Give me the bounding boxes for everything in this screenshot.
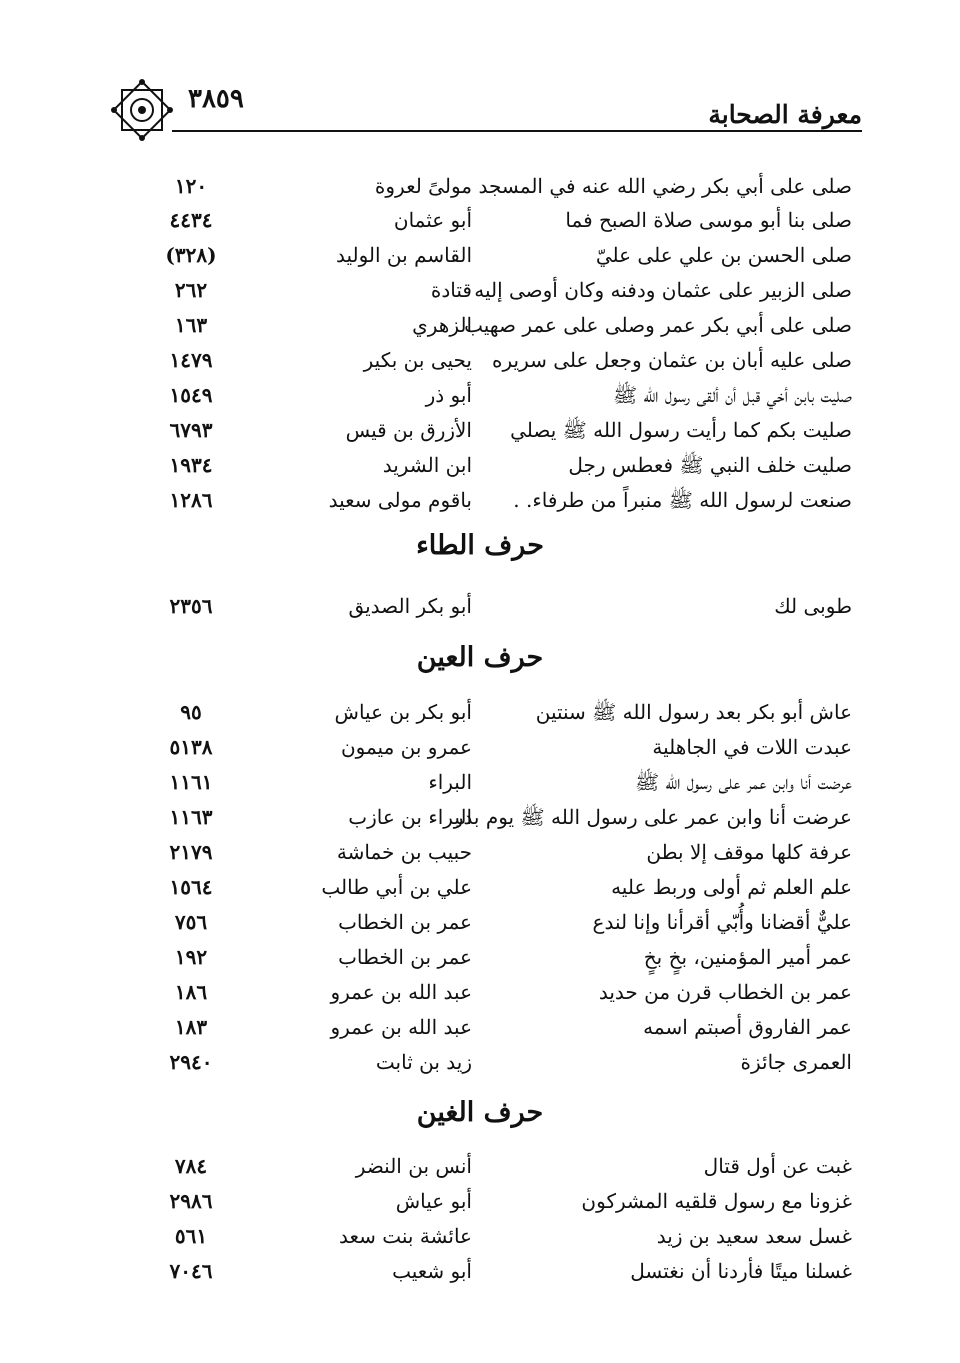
narrator-name: عائشة بنت سعد — [338, 1224, 472, 1248]
hadith-text: عمر أمير المؤمنين، بخٍ بخٍ — [643, 945, 852, 969]
narrator-name: عمر بن الخطاب — [338, 910, 472, 934]
narrator-name: يحيى بن بكير — [363, 348, 472, 372]
index-entry-row — [0, 700, 960, 734]
hadith-number: ٢٩٨٦ — [169, 1189, 213, 1213]
hadith-text: صليت بكم كما رأيت رسول الله ﷺ يصلي — [510, 418, 852, 442]
index-entry-row — [0, 453, 960, 487]
index-entry-row — [0, 1259, 960, 1293]
hadith-text: عبدت اللات في الجاهلية — [652, 735, 852, 759]
hadith-text: صلى عليه أبان بن عثمان وجعل على سريره — [491, 348, 852, 372]
index-entry-row — [0, 208, 960, 242]
narrator-name: حبيب بن خماشة — [336, 840, 472, 864]
index-entry-row — [0, 770, 960, 804]
running-title: معرفة الصحابة — [708, 100, 862, 129]
index-entry-row — [0, 418, 960, 452]
narrator-name: أبو شعيب — [392, 1259, 472, 1283]
narrator-name: الزهري — [412, 313, 472, 337]
narrator-name: ابن الشريد — [382, 453, 472, 477]
narrator-name: الأزرق بن قيس — [345, 418, 472, 442]
hadith-text: صلى بنا أبو موسى صلاة الصبح فما — [565, 208, 852, 232]
section-heading: حرف الغين — [416, 1097, 544, 1128]
hadith-text: صلى الزبير على عثمان ودفنه وكان أوصى إليه — [474, 278, 852, 302]
hadith-text: علم العلم ثم أولى وربط عليه — [611, 875, 852, 899]
narrator-name: قتادة — [430, 278, 472, 302]
index-entry-row — [0, 383, 960, 417]
hadith-text: عمر بن الخطاب قرن من حديد — [598, 980, 852, 1004]
hadith-number: ١٥٦٤ — [169, 875, 213, 899]
hadith-number: ١٩٣٤ — [169, 453, 213, 477]
header-rule — [172, 130, 862, 132]
narrator-name: أنس بن النضر — [355, 1154, 472, 1178]
hadith-text: غبت عن أول قتال — [703, 1154, 852, 1178]
index-entry-row — [0, 313, 960, 347]
narrator-name: عمرو بن ميمون — [340, 735, 472, 759]
hadith-number: ٧٥٦ — [174, 910, 208, 934]
hadith-number: ١٨٣ — [174, 1015, 208, 1039]
hadith-text: صلى على أبي بكر عمر وصلى على عمر صهيب — [464, 313, 852, 337]
index-entry-row — [0, 945, 960, 979]
hadith-number: ٦٧٩٣ — [169, 418, 213, 442]
hadith-text: عليٌّ أقضانا وأُبّي أقرأنا وإنا لندع — [592, 910, 852, 934]
narrator-name: مولىً لعروة — [374, 174, 472, 198]
narrator-name: أبو ذر — [425, 383, 472, 407]
narrator-name: أبو عثمان — [393, 208, 472, 232]
hadith-text: عرفة كلها موقف إلا بطن — [646, 840, 852, 864]
index-entry-row — [0, 488, 960, 522]
hadith-text: طوبى لك — [774, 594, 852, 618]
index-entry-row — [0, 805, 960, 839]
hadith-number: ٧٠٤٦ — [169, 1259, 213, 1283]
narrator-name: القاسم بن الوليد — [335, 243, 472, 267]
hadith-text: عرضت أنا وابن عمر على رسول الله ﷺ يوم بدر — [453, 805, 852, 829]
hadith-number: ٥٦١ — [174, 1224, 208, 1248]
narrator-name: زيد بن ثابت — [375, 1050, 472, 1074]
hadith-number: ٩٥ — [180, 700, 202, 724]
index-entry-row — [0, 1224, 960, 1258]
narrator-name: عمر بن الخطاب — [338, 945, 472, 969]
section-heading: حرف الطاء — [416, 530, 544, 561]
narrator-name: باقوم مولى سعيد — [328, 488, 472, 512]
index-entry-row — [0, 278, 960, 312]
hadith-number: ١٨٦ — [174, 980, 208, 1004]
narrator-name: أبو عياش — [395, 1189, 472, 1213]
hadith-text: عمر الفاروق أصبتم اسمه — [643, 1015, 852, 1039]
hadith-number: ١١٦١ — [169, 770, 213, 794]
hadith-text: صليت بابن أخي قبل أن ألقى رسول الله ﷺ — [613, 383, 852, 407]
index-entry-row — [0, 980, 960, 1014]
hadith-number: ١٥٤٩ — [169, 383, 213, 407]
hadith-number: ١٤٧٩ — [169, 348, 213, 372]
hadith-text: غزونا مع رسول قلقيه المشركون — [581, 1189, 852, 1213]
section-heading: حرف العين — [416, 642, 544, 673]
hadith-text: صنعت لرسول الله ﷺ منبراً من طرفاء. . — [513, 488, 852, 512]
narrator-name: أبو بكر الصديق — [348, 594, 472, 618]
index-entry-row — [0, 1015, 960, 1049]
narrator-name: البراء — [428, 770, 472, 794]
narrator-name: عبد الله بن عمرو — [330, 1015, 472, 1039]
narrator-name: أبو بكر بن عياش — [334, 700, 472, 724]
hadith-number: ١٢٠ — [174, 174, 208, 198]
index-entry-row — [0, 735, 960, 769]
index-entry-row — [0, 243, 960, 277]
index-entry-row — [0, 840, 960, 874]
index-entry-row — [0, 875, 960, 909]
hadith-number: ١٢٨٦ — [169, 488, 213, 512]
hadith-number: ٢١٧٩ — [169, 840, 213, 864]
hadith-number: ١٩٢ — [174, 945, 208, 969]
octagonal-star-ornament-icon — [110, 78, 174, 142]
index-entry-row — [0, 1154, 960, 1188]
hadith-text: صلى على أبي بكر رضي الله عنه في المسجد — [478, 174, 852, 198]
hadith-number: ٢٣٥٦ — [169, 594, 213, 618]
hadith-number: (٣٢٨) — [165, 243, 217, 267]
narrator-name: علي بن أبي طالب — [321, 875, 472, 899]
hadith-number: ٥١٣٨ — [169, 735, 213, 759]
hadith-number: ١٦٣ — [174, 313, 208, 337]
page-header — [110, 78, 862, 138]
index-entry-row — [0, 910, 960, 944]
hadith-number: ٢٩٤٠ — [169, 1050, 213, 1074]
hadith-number: ٤٤٣٤ — [169, 208, 213, 232]
hadith-number: ٧٨٤ — [174, 1154, 208, 1178]
index-entry-row — [0, 1050, 960, 1084]
hadith-text: عاش أبو بكر بعد رسول الله ﷺ سنتين — [535, 700, 852, 724]
hadith-text: عرضت أنا وابن عمر على رسول الله ﷺ — [634, 770, 852, 794]
hadith-text: العمرى جائزة — [740, 1050, 852, 1074]
hadith-text: غسلنا ميتًا فأردنا أن نغتسل — [630, 1259, 852, 1283]
hadith-text: صليت خلف النبي ﷺ فعطس رجل — [568, 453, 852, 477]
narrator-name: عبد الله بن عمرو — [330, 980, 472, 1004]
hadith-text: صلى الحسن بن علي على عليّ — [595, 243, 852, 267]
index-entry-row — [0, 174, 960, 208]
page-number: ٣٨٥٩ — [188, 84, 244, 114]
narrator-name: البراء بن عازب — [348, 805, 472, 829]
index-entry-row — [0, 1189, 960, 1223]
hadith-number: ٢٦٢ — [174, 278, 208, 302]
hadith-number: ١١٦٣ — [169, 805, 213, 829]
index-entry-row — [0, 348, 960, 382]
hadith-text: غسل سعد سعيد بن زيد — [656, 1224, 852, 1248]
index-entry-row — [0, 594, 960, 628]
